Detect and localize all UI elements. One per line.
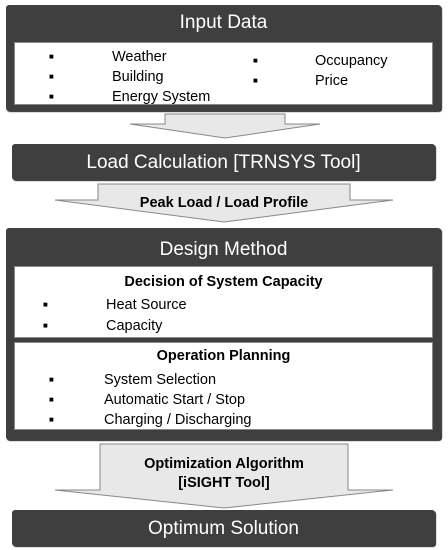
- optimization-arrow: [0, 456, 448, 496]
- design-method-title: Design Method: [159, 239, 288, 260]
- load-calculation-title: Load Calculation [TRNSYS Tool]: [86, 152, 361, 173]
- input-item: Price: [315, 73, 349, 89]
- capacity-item: Capacity: [106, 318, 163, 334]
- operation-title: Operation Planning: [156, 348, 291, 364]
- bullet-icon: ■: [43, 321, 48, 330]
- bullet-icon: ■: [49, 92, 54, 101]
- bullet-icon: ■: [253, 56, 258, 65]
- operation-item: Charging / Discharging: [104, 412, 252, 428]
- optimization-label-line1: Optimization Algorithm: [144, 456, 304, 472]
- bullet-icon: ■: [49, 52, 54, 61]
- bullet-icon: ■: [49, 375, 54, 384]
- input-item: Occupancy: [315, 53, 388, 69]
- capacity-item: Heat Source: [106, 297, 187, 313]
- operation-item: Automatic Start / Stop: [104, 392, 246, 408]
- bullet-icon: ■: [253, 76, 258, 85]
- input-data-title: Input Data: [179, 12, 268, 33]
- input-item: Building: [112, 69, 164, 85]
- peak-load-label: Peak Load / Load Profile: [139, 195, 309, 211]
- input-item: Energy System: [112, 89, 211, 105]
- optimum-solution-title: Optimum Solution: [147, 518, 299, 539]
- optimization-label-line2: [iSIGHT Tool]: [178, 475, 270, 491]
- bullet-icon: ■: [49, 395, 54, 404]
- operation-item: System Selection: [104, 372, 217, 388]
- input-item: Weather: [112, 49, 167, 65]
- optimum-solution-box: [12, 510, 435, 546]
- bullet-icon: ■: [49, 415, 54, 424]
- bullet-icon: ■: [49, 72, 54, 81]
- capacity-title: Decision of System Capacity: [124, 274, 323, 290]
- bullet-icon: ■: [43, 300, 48, 309]
